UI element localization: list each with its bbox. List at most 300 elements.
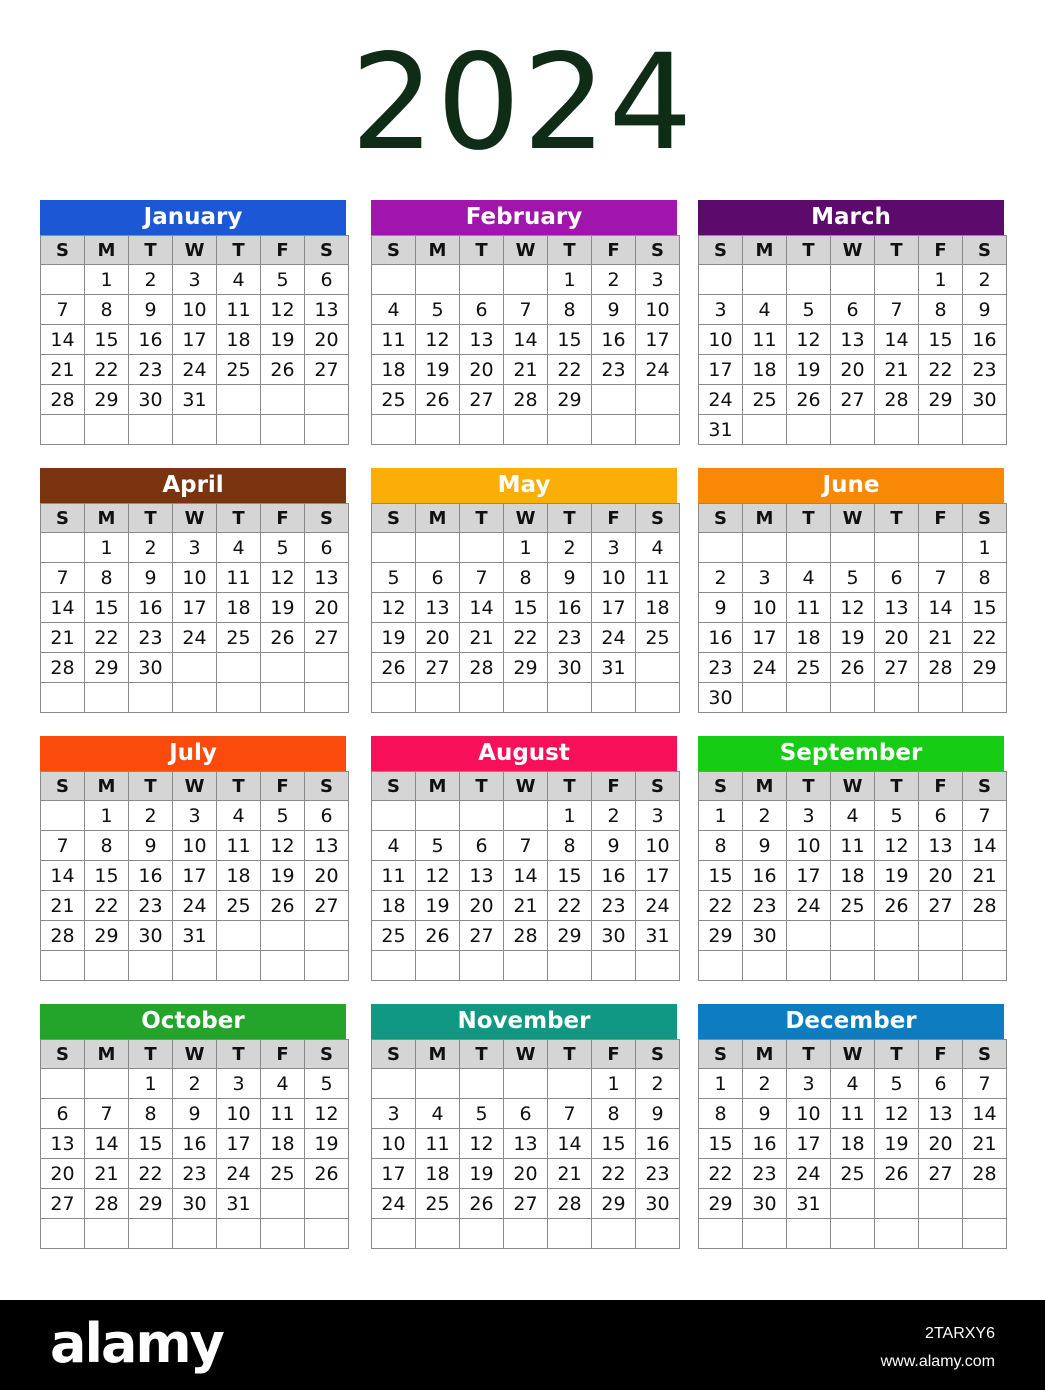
day-cell: 21 (41, 355, 85, 385)
day-cell (963, 1219, 1007, 1249)
day-cell: 28 (85, 1189, 129, 1219)
day-cell: 21 (85, 1159, 129, 1189)
day-cell: 30 (743, 1189, 787, 1219)
day-cell: 8 (85, 831, 129, 861)
day-cell: 2 (129, 533, 173, 563)
day-cell (504, 1069, 548, 1099)
day-cell: 25 (636, 623, 680, 653)
weekday-header: T (217, 504, 261, 533)
day-cell: 21 (504, 355, 548, 385)
month-december (698, 1004, 1004, 1250)
day-cell: 27 (919, 891, 963, 921)
day-cell: 21 (963, 861, 1007, 891)
weekday-row (699, 236, 1007, 265)
week-row (699, 653, 1007, 683)
day-cell (41, 533, 85, 563)
weekday-header: M (743, 1040, 787, 1069)
day-cell: 26 (875, 891, 919, 921)
day-cell: 7 (963, 801, 1007, 831)
day-cell: 3 (372, 1099, 416, 1129)
day-cell: 17 (699, 355, 743, 385)
month-october (40, 1004, 346, 1250)
day-cell: 5 (261, 533, 305, 563)
day-cell: 10 (636, 831, 680, 861)
day-cell: 27 (41, 1189, 85, 1219)
day-cell: 30 (173, 1189, 217, 1219)
weekday-header: T (129, 504, 173, 533)
day-cell: 18 (261, 1129, 305, 1159)
day-cell (548, 1219, 592, 1249)
day-cell: 22 (919, 355, 963, 385)
day-cell: 17 (636, 861, 680, 891)
day-cell: 2 (743, 801, 787, 831)
week-row (372, 683, 680, 713)
day-cell (831, 683, 875, 713)
day-cell: 11 (416, 1129, 460, 1159)
day-cell (416, 1069, 460, 1099)
day-cell: 24 (787, 891, 831, 921)
week-row (41, 1189, 349, 1219)
day-cell: 18 (743, 355, 787, 385)
month-header: October (40, 1004, 346, 1039)
weekday-header: S (305, 1040, 349, 1069)
day-cell: 4 (787, 563, 831, 593)
week-row (41, 831, 349, 861)
day-cell: 19 (261, 325, 305, 355)
day-cell: 15 (919, 325, 963, 355)
week-row (699, 1189, 1007, 1219)
day-cell: 6 (504, 1099, 548, 1129)
day-cell: 11 (787, 593, 831, 623)
day-cell: 11 (217, 831, 261, 861)
day-cell: 12 (875, 1099, 919, 1129)
day-cell (460, 801, 504, 831)
day-cell: 14 (85, 1129, 129, 1159)
day-cell (217, 415, 261, 445)
weekday-header: F (592, 504, 636, 533)
week-row (372, 831, 680, 861)
day-cell: 29 (592, 1189, 636, 1219)
day-cell: 30 (548, 653, 592, 683)
day-cell: 3 (173, 265, 217, 295)
day-cell: 4 (372, 295, 416, 325)
day-cell: 13 (875, 593, 919, 623)
week-row (41, 265, 349, 295)
day-cell: 17 (787, 861, 831, 891)
day-cell: 7 (548, 1099, 592, 1129)
day-cell (261, 415, 305, 445)
day-cell: 21 (460, 623, 504, 653)
day-cell (636, 653, 680, 683)
day-cell (831, 415, 875, 445)
day-cell (699, 951, 743, 981)
day-cell: 29 (85, 385, 129, 415)
day-cell: 14 (504, 861, 548, 891)
day-cell (41, 265, 85, 295)
day-cell: 6 (41, 1099, 85, 1129)
day-cell (41, 951, 85, 981)
day-cell: 27 (831, 385, 875, 415)
month-table (698, 235, 1007, 445)
day-cell (743, 533, 787, 563)
day-cell: 22 (592, 1159, 636, 1189)
day-cell: 6 (305, 801, 349, 831)
day-cell (919, 533, 963, 563)
day-cell: 1 (129, 1069, 173, 1099)
day-cell: 15 (548, 325, 592, 355)
week-row (41, 325, 349, 355)
day-cell: 18 (217, 861, 261, 891)
weekday-row (372, 236, 680, 265)
weekday-header: T (217, 772, 261, 801)
week-row (41, 683, 349, 713)
day-cell: 3 (636, 265, 680, 295)
day-cell (831, 921, 875, 951)
week-row (699, 861, 1007, 891)
day-cell: 4 (416, 1099, 460, 1129)
day-cell: 7 (963, 1069, 1007, 1099)
week-row (372, 1099, 680, 1129)
week-row (41, 563, 349, 593)
weekday-row (372, 1040, 680, 1069)
weekday-header: F (261, 772, 305, 801)
day-cell (636, 385, 680, 415)
day-cell: 19 (372, 623, 416, 653)
month-january (40, 200, 346, 446)
day-cell (85, 1219, 129, 1249)
day-cell: 16 (129, 861, 173, 891)
day-cell: 28 (504, 921, 548, 951)
day-cell: 2 (743, 1069, 787, 1099)
day-cell: 24 (636, 891, 680, 921)
day-cell: 11 (743, 325, 787, 355)
day-cell (636, 1219, 680, 1249)
day-cell: 12 (875, 831, 919, 861)
month-november (371, 1004, 677, 1250)
day-cell (919, 951, 963, 981)
day-cell: 6 (875, 563, 919, 593)
day-cell: 29 (699, 921, 743, 951)
weekday-header: T (875, 772, 919, 801)
day-cell: 27 (305, 355, 349, 385)
weekday-header: S (305, 772, 349, 801)
weekday-header: S (699, 504, 743, 533)
day-cell: 3 (217, 1069, 261, 1099)
day-cell (372, 951, 416, 981)
day-cell: 4 (217, 801, 261, 831)
week-row (372, 891, 680, 921)
weekday-row (372, 772, 680, 801)
day-cell: 23 (548, 623, 592, 653)
day-cell (305, 385, 349, 415)
day-cell: 23 (743, 891, 787, 921)
weekday-row (41, 772, 349, 801)
day-cell: 27 (305, 891, 349, 921)
day-cell (875, 1189, 919, 1219)
weekday-header: S (636, 236, 680, 265)
day-cell (372, 533, 416, 563)
day-cell: 26 (261, 891, 305, 921)
weekday-header: F (919, 772, 963, 801)
day-cell (173, 1219, 217, 1249)
day-cell: 11 (372, 325, 416, 355)
day-cell: 8 (592, 1099, 636, 1129)
day-cell: 6 (919, 1069, 963, 1099)
day-cell: 22 (85, 355, 129, 385)
day-cell: 9 (699, 593, 743, 623)
day-cell: 30 (129, 385, 173, 415)
week-row (372, 1219, 680, 1249)
day-cell: 15 (85, 861, 129, 891)
day-cell (919, 415, 963, 445)
weekday-header: T (460, 236, 504, 265)
day-cell: 5 (875, 801, 919, 831)
weekday-header: T (875, 236, 919, 265)
day-cell (831, 1219, 875, 1249)
day-cell (416, 683, 460, 713)
day-cell (592, 951, 636, 981)
day-cell (85, 951, 129, 981)
day-cell (504, 683, 548, 713)
week-row (372, 325, 680, 355)
day-cell (305, 415, 349, 445)
day-cell (305, 683, 349, 713)
weekday-row (699, 772, 1007, 801)
weekday-header: M (416, 1040, 460, 1069)
day-cell: 7 (460, 563, 504, 593)
month-header: March (698, 200, 1004, 235)
day-cell: 1 (963, 533, 1007, 563)
weekday-header: T (787, 772, 831, 801)
week-row (699, 921, 1007, 951)
day-cell: 8 (699, 831, 743, 861)
day-cell: 23 (699, 653, 743, 683)
day-cell: 15 (85, 325, 129, 355)
day-cell: 5 (831, 563, 875, 593)
week-row (372, 1159, 680, 1189)
day-cell: 11 (261, 1099, 305, 1129)
weekday-header: T (460, 1040, 504, 1069)
day-cell (875, 265, 919, 295)
day-cell: 19 (875, 1129, 919, 1159)
day-cell: 31 (787, 1189, 831, 1219)
day-cell: 20 (41, 1159, 85, 1189)
day-cell: 21 (963, 1129, 1007, 1159)
day-cell: 12 (261, 295, 305, 325)
day-cell: 10 (592, 563, 636, 593)
day-cell (919, 683, 963, 713)
day-cell: 7 (504, 831, 548, 861)
day-cell: 28 (963, 891, 1007, 921)
site-url: www.alamy.com (880, 1353, 995, 1370)
day-cell: 29 (963, 653, 1007, 683)
month-table (40, 771, 349, 981)
day-cell: 26 (460, 1189, 504, 1219)
day-cell: 16 (592, 325, 636, 355)
day-cell: 26 (372, 653, 416, 683)
weekday-header: W (504, 772, 548, 801)
day-cell (173, 951, 217, 981)
day-cell: 3 (787, 1069, 831, 1099)
day-cell (261, 921, 305, 951)
day-cell: 4 (217, 265, 261, 295)
day-cell: 21 (504, 891, 548, 921)
weekday-header: F (592, 1040, 636, 1069)
weekday-header: S (41, 1040, 85, 1069)
day-cell: 17 (636, 325, 680, 355)
weekday-row (699, 1040, 1007, 1069)
day-cell: 8 (919, 295, 963, 325)
weekday-header: S (636, 1040, 680, 1069)
weekday-header: S (41, 504, 85, 533)
day-cell: 30 (129, 653, 173, 683)
day-cell: 18 (787, 623, 831, 653)
day-cell (41, 415, 85, 445)
day-cell (831, 951, 875, 981)
day-cell: 10 (787, 831, 831, 861)
week-row (41, 653, 349, 683)
day-cell: 11 (831, 831, 875, 861)
weekday-header: S (636, 504, 680, 533)
day-cell (743, 265, 787, 295)
week-row (699, 1129, 1007, 1159)
day-cell: 1 (699, 1069, 743, 1099)
day-cell: 16 (548, 593, 592, 623)
day-cell: 7 (41, 831, 85, 861)
day-cell (548, 951, 592, 981)
day-cell: 29 (699, 1189, 743, 1219)
day-cell: 9 (743, 831, 787, 861)
day-cell: 9 (129, 563, 173, 593)
month-header: December (698, 1004, 1004, 1039)
day-cell: 22 (85, 891, 129, 921)
weekday-header: F (592, 236, 636, 265)
weekday-header: F (261, 1040, 305, 1069)
week-row (699, 1099, 1007, 1129)
day-cell: 25 (261, 1159, 305, 1189)
day-cell: 3 (173, 533, 217, 563)
day-cell: 1 (548, 801, 592, 831)
month-july (40, 736, 346, 982)
day-cell: 29 (919, 385, 963, 415)
day-cell (743, 683, 787, 713)
day-cell: 3 (699, 295, 743, 325)
day-cell: 26 (787, 385, 831, 415)
day-cell: 3 (636, 801, 680, 831)
day-cell: 15 (699, 861, 743, 891)
weekday-header: S (963, 1040, 1007, 1069)
footer-bar (0, 1300, 1045, 1390)
day-cell: 5 (416, 831, 460, 861)
day-cell: 19 (875, 861, 919, 891)
day-cell: 11 (636, 563, 680, 593)
day-cell (831, 265, 875, 295)
day-cell: 28 (548, 1189, 592, 1219)
weekday-header: M (85, 1040, 129, 1069)
day-cell: 20 (831, 355, 875, 385)
week-row (699, 1219, 1007, 1249)
week-row (41, 593, 349, 623)
week-row (372, 1069, 680, 1099)
weekday-row (41, 236, 349, 265)
day-cell: 29 (85, 921, 129, 951)
day-cell: 25 (217, 891, 261, 921)
week-row (41, 355, 349, 385)
day-cell (129, 683, 173, 713)
day-cell (787, 683, 831, 713)
week-row (41, 385, 349, 415)
day-cell: 31 (699, 415, 743, 445)
day-cell: 22 (699, 891, 743, 921)
day-cell (787, 1219, 831, 1249)
month-february (371, 200, 677, 446)
day-cell: 13 (41, 1129, 85, 1159)
day-cell: 10 (372, 1129, 416, 1159)
month-march (698, 200, 1004, 446)
day-cell: 1 (504, 533, 548, 563)
day-cell: 20 (919, 1129, 963, 1159)
day-cell (548, 683, 592, 713)
day-cell: 13 (504, 1129, 548, 1159)
day-cell (699, 533, 743, 563)
day-cell (460, 265, 504, 295)
day-cell: 27 (504, 1189, 548, 1219)
day-cell: 12 (416, 861, 460, 891)
day-cell: 30 (636, 1189, 680, 1219)
day-cell: 17 (372, 1159, 416, 1189)
day-cell: 12 (416, 325, 460, 355)
day-cell: 9 (173, 1099, 217, 1129)
day-cell: 23 (636, 1159, 680, 1189)
day-cell: 12 (261, 831, 305, 861)
day-cell (919, 921, 963, 951)
day-cell (173, 653, 217, 683)
year-title: 2024 (350, 26, 695, 180)
day-cell: 5 (460, 1099, 504, 1129)
day-cell: 15 (504, 593, 548, 623)
day-cell: 25 (787, 653, 831, 683)
day-cell: 5 (787, 295, 831, 325)
day-cell: 6 (831, 295, 875, 325)
day-cell (504, 801, 548, 831)
day-cell (305, 1189, 349, 1219)
weekday-header: F (592, 772, 636, 801)
day-cell: 13 (305, 563, 349, 593)
weekday-header: W (831, 504, 875, 533)
day-cell (217, 653, 261, 683)
day-cell (460, 1069, 504, 1099)
weekday-header: T (787, 1040, 831, 1069)
day-cell: 4 (831, 801, 875, 831)
day-cell: 27 (875, 653, 919, 683)
day-cell: 3 (173, 801, 217, 831)
day-cell: 18 (636, 593, 680, 623)
day-cell: 2 (636, 1069, 680, 1099)
day-cell: 30 (699, 683, 743, 713)
month-september (698, 736, 1004, 982)
day-cell: 10 (217, 1099, 261, 1129)
day-cell: 27 (460, 921, 504, 951)
day-cell (41, 1069, 85, 1099)
day-cell: 25 (831, 891, 875, 921)
day-cell: 7 (85, 1099, 129, 1129)
day-cell: 20 (305, 593, 349, 623)
day-cell: 20 (460, 355, 504, 385)
day-cell: 22 (129, 1159, 173, 1189)
week-row (699, 891, 1007, 921)
day-cell: 4 (636, 533, 680, 563)
day-cell: 2 (173, 1069, 217, 1099)
